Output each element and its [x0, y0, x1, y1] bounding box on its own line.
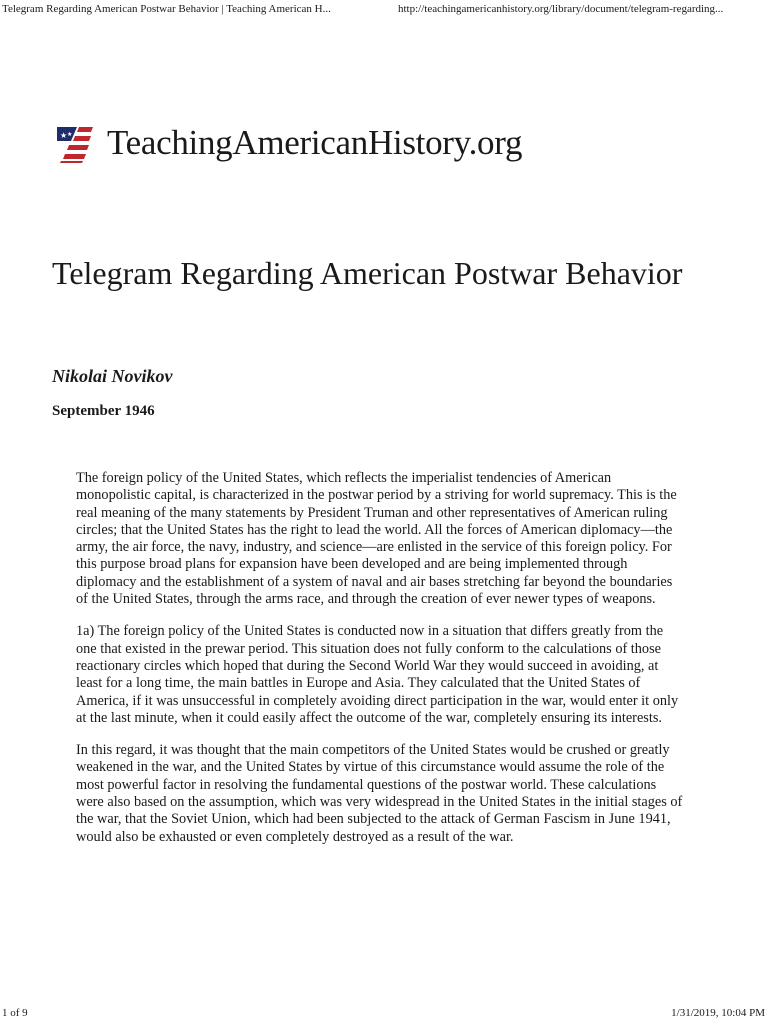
print-header: [0, 2, 768, 18]
flag-logo-icon: [55, 123, 95, 163]
print-datetime: 1/31/2019, 10:04 PM: [671, 1007, 765, 1019]
svg-text:★: ★: [67, 131, 73, 138]
print-page-title: Telegram Regarding American Postwar Behavior | Teaching American H...: [2, 3, 331, 15]
body-paragraph: The foreign policy of the United States, which reflects the imperialist tendencies of American monopolistic capital, is characterized in the postwar period by a striving for world supremacy. This is the real meaning of the many statements by President Truman and other representatives of American ruling circles; that the United States has the right to lead the world. All the forces of American diplomacy—the army, the air force, the navy, industry, and science—are enlisted in the service of this foreign policy. For this purpose broad plans for expansion have been developed and are being implemented through diplomacy and the establishment of a system of naval and air bases stretching far beyond the boundaries of the United States, through the arms race, and through the creation of ever newer types of weapons.: [76, 470, 677, 608]
document-author: Nikolai Novikov: [52, 366, 173, 386]
body-paragraph: In this regard, it was thought that the main competitors of the United States would be crushed or greatly weakened in the war, and the United States by virtue of this circumstance would assume the role of the most powerful factor in resolving the fundamental questions of the postwar world. These calculations were also based on the assumption, which was very widespread in the United States in the initial stages of the war, that the Soviet Union, which had been subjected to the attack of German Fascism in June 1941, would also be exhausted or even completely destroyed as a result of the war.: [76, 742, 683, 845]
document-body: [76, 470, 686, 861]
svg-text:★: ★: [60, 131, 68, 140]
print-page-url: http://teachingamericanhistory.org/library/document/telegram-regarding...: [398, 3, 724, 15]
body-paragraph: 1a) The foreign policy of the United States is conducted now in a situation that differs greatly from the one that existed in the prewar period. This situation does not fully conform to the calculations of those reactionary circles which hoped that during the Second World War they would succeed in avoiding, at least for a long time, the main battles in Europe and Asia. They calculated that the United States of America, if it was unsuccessful in completely avoiding direct participation in the war, would enter it only at the last minute, when it could easily affect the outcome of the war, completely ensuring its interests.: [76, 623, 679, 726]
site-logo[interactable]: [55, 118, 522, 168]
site-logo-text: TeachingAmericanHistory.org: [107, 123, 523, 162]
print-footer: [0, 1006, 768, 1022]
print-page-number: 1 of 9: [2, 1007, 28, 1019]
document-title: Telegram Regarding American Postwar Behavior: [52, 255, 683, 291]
document-date: September 1946: [52, 403, 155, 419]
